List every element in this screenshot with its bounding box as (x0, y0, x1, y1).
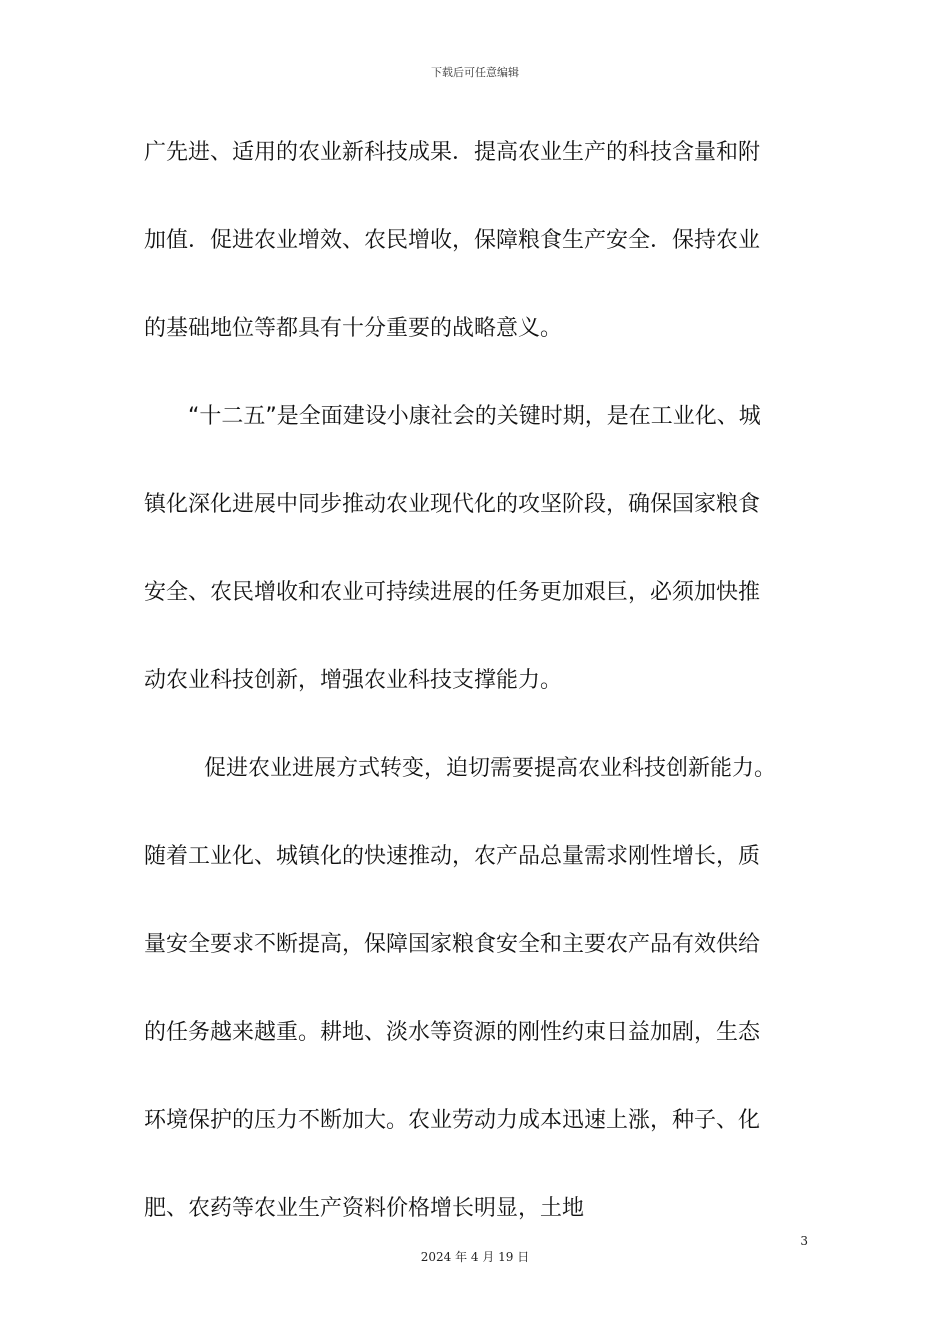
text-line: 加值．促进农业增效、农民增收，保障粮食生产安全．保持农业 (144, 228, 761, 253)
text-line: 量安全要求不断提高，保障国家粮食安全和主要农产品有效供给 (144, 932, 761, 957)
text-line: 镇化深化进展中同步推动农业现代化的攻坚阶段，确保国家粮食 (144, 492, 761, 517)
paragraph-start-line: “十二五”是全面建设小康社会的关键时期，是在工业化、城 (188, 404, 761, 429)
document-body (144, 131, 806, 1275)
text-line: 的任务越来越重。耕地、淡水等资源的刚性约束日益加剧，生态 (144, 1020, 761, 1045)
page-number: 3 (800, 1234, 808, 1248)
text-line: 动农业科技创新，增强农业科技支撑能力。 (144, 668, 563, 693)
page-footer-date: 2024 年 4 月 19 日 (420, 1250, 530, 1264)
text-line: 的基础地位等都具有十分重要的战略意义。 (144, 316, 563, 341)
text-line: 安全、农民增收和农业可持续进展的任务更加艰巨，必须加快推 (144, 580, 761, 605)
text-line: 环境保护的压力不断加大。农业劳动力成本迅速上涨，种子、化 (144, 1108, 761, 1133)
text-line: 随着工业化、城镇化的快速推动，农产品总量需求刚性增长，质 (144, 844, 761, 869)
page-header: 下载后可任意编辑 (431, 66, 519, 79)
text-line: 广先进、适用的农业新科技成果．提高农业生产的科技含量和附 (144, 140, 761, 165)
text-line: 肥、农药等农业生产资料价格增长明显，土地 (144, 1196, 585, 1221)
paragraph-start-line: 促进农业进展方式转变，迫切需要提高农业科技创新能力。 (204, 756, 777, 781)
